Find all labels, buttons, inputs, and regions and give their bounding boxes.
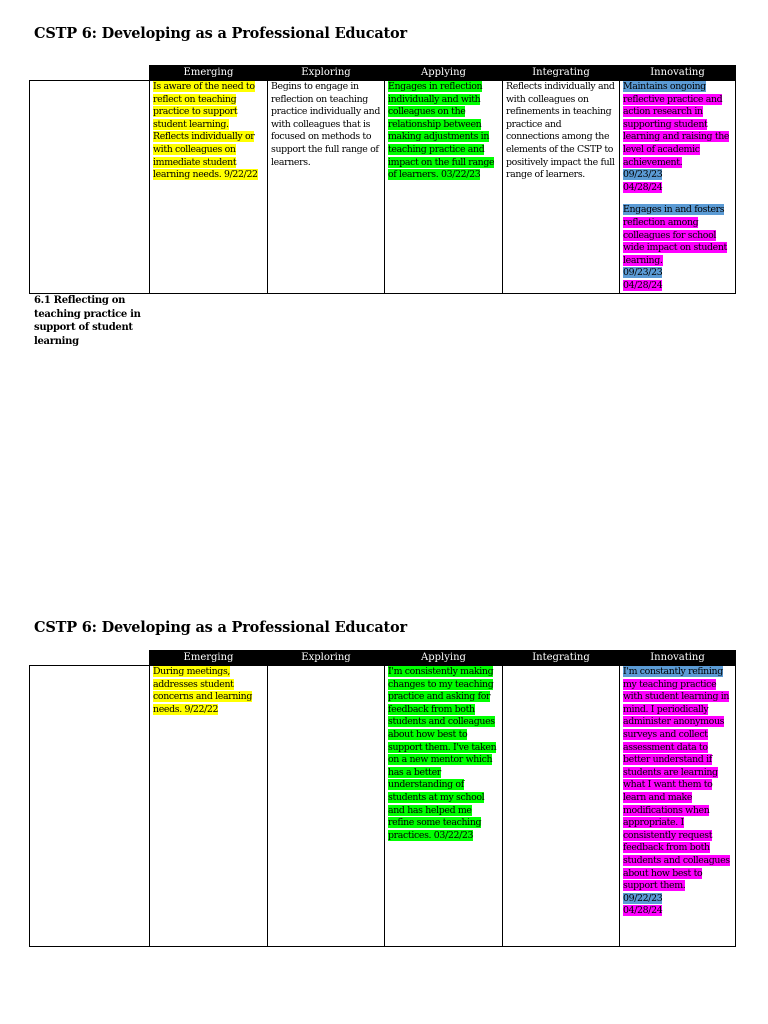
innovating-2-date-2: 04/28/24 [623, 279, 663, 291]
integrating-cell [503, 666, 620, 947]
table-row [30, 81, 736, 294]
header-row [30, 651, 736, 666]
applying-text: I'm consistently making changes to my teaching practice and asking for feedback from both students and colleagues about how best to support them. I've taken on a new mentor which has a better understanding of students at my school and has helped me refine some teaching practices. 03/22/23 [388, 666, 497, 841]
innovating-2-date-1: 09/23/23 [623, 267, 663, 279]
innovating-lead: I'm constantly refining [623, 666, 723, 677]
header-blank [30, 651, 150, 666]
header-innovating: Innovating [620, 66, 736, 81]
header-emerging: Emerging [150, 66, 268, 81]
applying-text: Engages in reflection individually and with colleagues on the relationship between making adjustments in teaching practice and impact on the full range of learners. 03/22/23 [388, 81, 495, 181]
innovating-2-text: reflection among colleagues for school wide impact on student learning. [623, 216, 727, 266]
header-emerging: Emerging [150, 651, 268, 666]
emerging-text: During meetings, addresses student concerns and learning needs. 9/22/22 [153, 666, 252, 715]
header-applying: Applying [385, 651, 503, 666]
header-applying: Applying [385, 66, 503, 81]
header-innovating: Innovating [620, 651, 736, 666]
emerging-text: Is aware of the need to reflect on teaching practice to support student learning. Reflects individually or with colleagues on immediate student learning needs. 9/22/22 [153, 81, 258, 181]
applying-cell [385, 666, 503, 947]
element-cell [30, 666, 150, 947]
innovating-1-date-2: 04/28/24 [623, 181, 663, 193]
header-exploring: Exploring [268, 651, 385, 666]
header-integrating: Integrating [503, 66, 620, 81]
applying-cell [385, 81, 503, 294]
emerging-cell [150, 81, 268, 294]
innovating-1-lead: Maintains ongoing [623, 81, 706, 92]
innovating-1-date-1: 09/23/23 [623, 169, 663, 181]
element-side-label: 6.1 Reflecting on teaching practice in support of student learning [34, 295, 141, 347]
innovating-cell [620, 81, 736, 294]
innovating-date-1: 09/22/23 [623, 892, 663, 904]
header-integrating: Integrating [503, 651, 620, 666]
innovating-1-text: reflective practice and action research in supporting student learning and raising the level of academic achievement. [623, 93, 730, 168]
innovating-2-lead: Engages in and fosters [623, 204, 725, 216]
header-row [30, 66, 736, 81]
rubric-table-1 [29, 65, 736, 294]
rubric-table-2 [29, 650, 736, 947]
innovating-cell [620, 666, 736, 947]
spacer [623, 194, 733, 204]
page-title-1: CSTP 6: Developing as a Professional Educator [34, 25, 407, 42]
innovating-date-2: 04/28/24 [623, 905, 663, 917]
integrating-cell [503, 81, 620, 294]
table-row [30, 666, 736, 947]
header-blank [30, 66, 150, 81]
integrating-text: Reflects individually and with colleagues on refinements in teaching practice and connections among the elements of the CSTP to positively impact the full range of learners. [506, 81, 615, 181]
exploring-cell [268, 666, 385, 947]
header-exploring: Exploring [268, 66, 385, 81]
innovating-text: my teaching practice with student learning in mind. I periodically administer anonymous surveys and collect assessment data to better understand if students are learning what I want them to learn and make modifications when appropriate. I consistently request feedback from both students and colleagues about how best to support them. [623, 678, 730, 892]
exploring-cell [268, 81, 385, 294]
emerging-cell [150, 666, 268, 947]
element-cell [30, 81, 150, 294]
page-title-2: CSTP 6: Developing as a Professional Educator [34, 619, 407, 636]
exploring-text: Begins to engage in reflection on teaching practice individually and with colleagues that is focused on methods to support the full range of learners. [271, 81, 380, 168]
